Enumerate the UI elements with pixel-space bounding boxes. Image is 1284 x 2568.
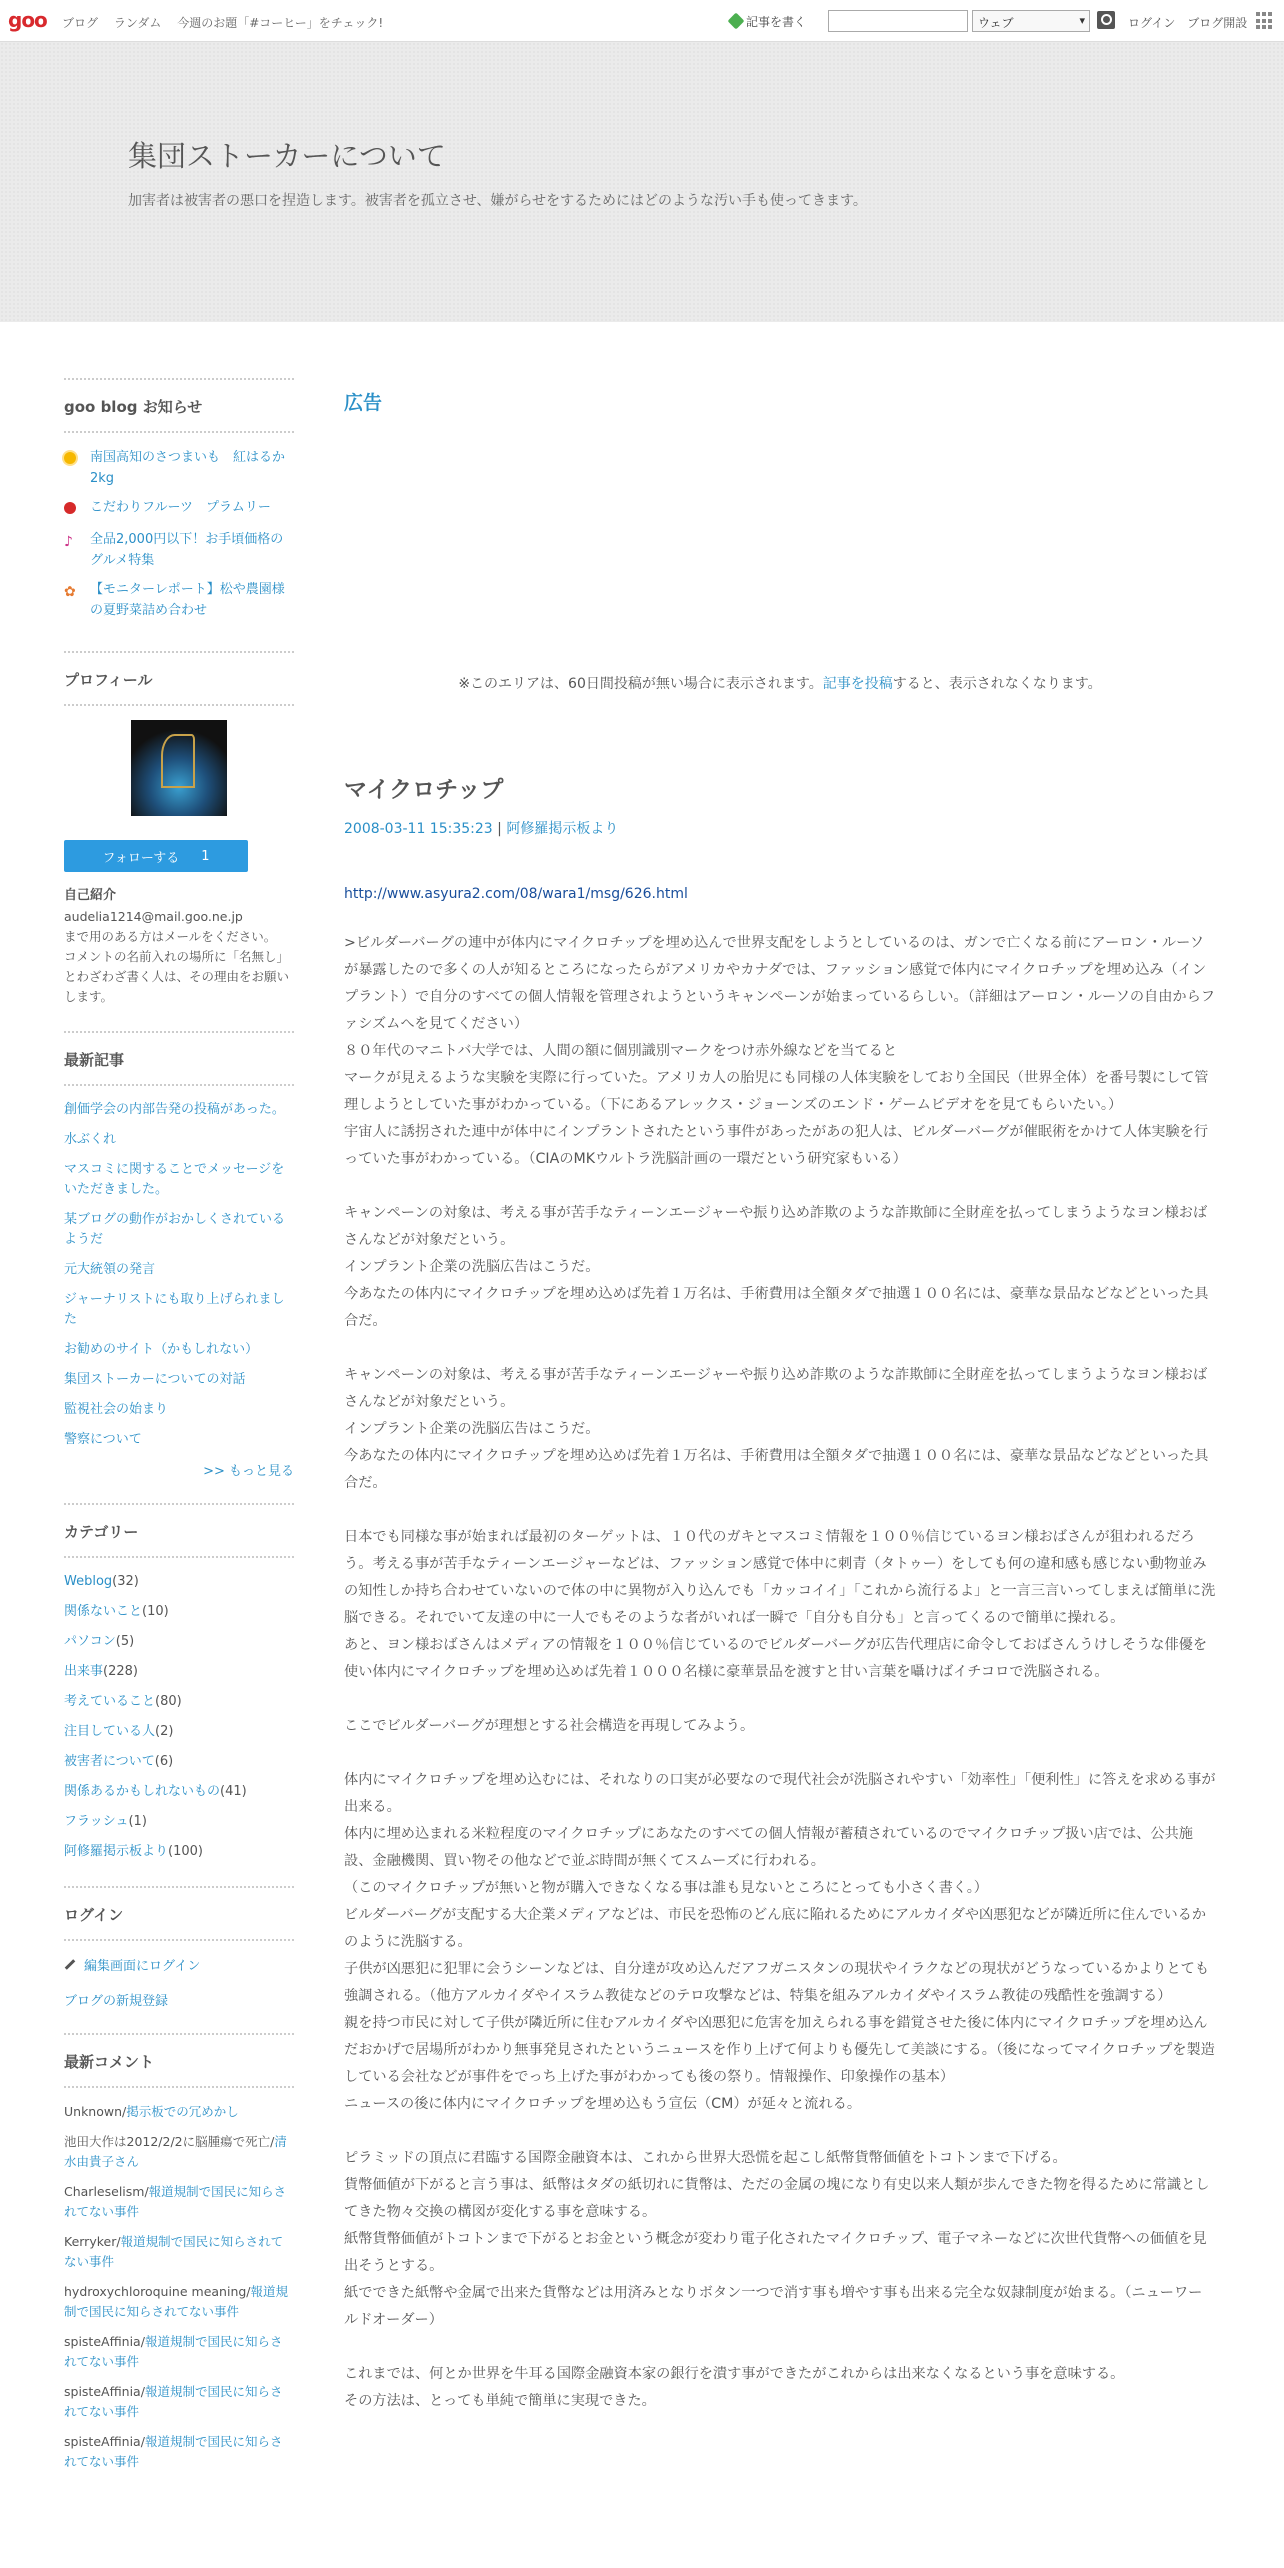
follow-count: 1 — [201, 848, 210, 864]
recent-post-link[interactable]: 某ブログの動作がおかしくされているようだ — [64, 1212, 286, 1247]
source-url-link[interactable]: http://www.asyura2.com/08/wara1/msg/626.html — [344, 886, 688, 902]
post-paragraph: キャンペーンの対象は、考える事が苦手なティーンエージャーや振り込め詐欺のような詐欺師に全財産を払ってしまうようなヨン様おばさんなどが対象だという。 — [344, 1367, 1208, 1410]
recent-post-link[interactable]: 創価学会の内部告発の投稿があった。 — [64, 1102, 285, 1117]
category-link[interactable]: 関係あるかもしれないもの — [64, 1784, 221, 1799]
intro-line: コメントの名前入れの場所に「名無し」とわざわざ書く人は、その理由をお願いします。 — [64, 949, 290, 1004]
write-article-label: 記事を書く — [746, 15, 807, 29]
goo-logo[interactable]: goo — [8, 8, 47, 32]
ad-note — [344, 673, 1216, 693]
main-content — [344, 378, 1216, 2415]
intro-line: まで用のある方はメールをください。 — [64, 929, 277, 944]
category-link[interactable]: 関係ないこと — [64, 1604, 143, 1619]
post-paragraph: インプラント企業の洗脳広告はこうだ。 — [344, 1421, 600, 1437]
comment-post-link[interactable]: 報道規制で国民に知らされてない事件 — [64, 2184, 287, 2219]
category-list — [64, 1572, 294, 1862]
comment-item — [64, 2332, 294, 2372]
post-paragraph: キャンペーンの対象は、考える事が苦手なティーンエージャーや振り込め詐欺のような詐欺師に全財産を払ってしまうようなヨン様おばさんなどが対象だという。 — [344, 1205, 1208, 1248]
post-paragraph: 子供が凶悪犯に犯罪に会うシーンなどは、自分達が攻め込んだアフガニスタンの現状やイラクなどの現状がどうなっているかよりとても強調される。（他方アルカイダやイスラム教徒などのテロ攻撃などは、特集を組みアルカイダやイスラム教徒の残酷性を強調する） — [344, 1961, 1210, 2004]
post-paragraph — [344, 1686, 1216, 1713]
recent-post-link[interactable]: 集団ストーカーについての対話 — [64, 1372, 246, 1387]
post-paragraph — [344, 1335, 1216, 1362]
post-paragraph: （このマイクロチップが無いと物が購入できなくなる事は誰も見ないところにとっても小さく書く。） — [344, 1880, 988, 1896]
post-paragraph: その方法は、とっても単純で簡単に実現できた。 — [344, 2393, 656, 2409]
notice-link[interactable]: 全品2,000円以下！お手頃価格のグルメ特集 — [90, 532, 284, 568]
blog-title[interactable]: 集団ストーカーについて — [128, 139, 446, 173]
top-bar — [0, 0, 1284, 42]
category-item[interactable] — [64, 1692, 294, 1712]
notice-item[interactable] — [64, 447, 294, 489]
nav-random[interactable]: ランダム — [113, 16, 162, 30]
sidebar — [64, 378, 294, 2482]
post-paragraph: ８０年代のマニトバ大学では、人間の額に個別識別マークをつけ赤外線などを当てると — [344, 1043, 898, 1059]
category-item[interactable] — [64, 1632, 294, 1652]
post-paragraph: 親を持つ市民に対して子供が隣近所に住むアルカイダや凶悪犯に危害を加えられる事を錯覚させた後に体内にマイクロチップを埋め込んだおかげで居場所がわかり無事発見されたというニュースを作り上げて何よりも優先して美談にする。（後になってマイクロチップを製造している会社などが事件をでっち上げた事がわかっても後の祭り。情報操作、印象操作の基本） — [344, 2015, 1215, 2085]
write-article-link[interactable] — [730, 13, 806, 30]
post-paragraph: 日本でも同様な事が始まれば最初のターゲットは、１０代のガキとマスコミ情報を１００％信じているヨン様おばさんが狙われるだろう。考える事が苦手なティーンエージャーなどは、ファッション感覚で体中に刺青（タトゥー）をしても何の違和感も感じない動物並みの知性しか持ち合わせていないので体の中に異物が入り込んでも「カッコイイ」「これから流行るよ」と一言三言いってしまえば簡単に洗脳できる。それでいて友達の中に一人でもそのような者がいれば一瞬で「自分も自分も」と言ってくるので簡単に操れる。 — [344, 1529, 1216, 1626]
post-meta — [344, 818, 1216, 838]
category-section — [64, 1503, 294, 1862]
post-paragraph: あと、ヨン様おばさんはメディアの情報を１００％信じているのでビルダーバーグが広告代理店に命令しておばさんうけしそうな俳優を使い体内にマイクロチップを埋め込めば先着１０００名様に豪華景品を渡すと甘い言葉を囁けばイチコロで洗脳される。 — [344, 1637, 1208, 1680]
notice-link[interactable]: 【モニターレポート】松や農園様の夏野菜詰め合わせ — [90, 582, 285, 618]
recent-post-link[interactable]: 警察について — [64, 1432, 142, 1447]
login-title: ログイン — [64, 1904, 294, 1941]
category-link[interactable]: 出来事 — [64, 1664, 104, 1679]
comment-author: hydroxychloroquine meaning/ — [64, 2284, 251, 2299]
category-link[interactable]: 阿修羅掲示板より — [64, 1844, 169, 1859]
category-count: (6) — [154, 1754, 174, 1769]
recent-posts-section — [64, 1031, 294, 1479]
comment-post-link[interactable]: 報道規制で国民に知らされてない事件 — [64, 2384, 283, 2419]
category-link[interactable]: パソコン — [64, 1634, 116, 1649]
notice-item[interactable] — [64, 579, 294, 621]
notice-link[interactable]: 南国高知のさつまいも 紅はるか2kg — [90, 450, 286, 486]
top-links — [1128, 14, 1255, 31]
post-category-link[interactable]: 阿修羅掲示板より — [506, 821, 619, 837]
category-count: (80) — [155, 1694, 182, 1709]
login-section — [64, 1886, 294, 2009]
blog-description: 加害者は被害者の悪口を捏造します。被害者を孤立させ、嫌がらせをするためにはどのような汚い手も使ってきます。 — [128, 193, 867, 209]
meta-separator: | — [492, 821, 507, 837]
post-paragraph: 体内にマイクロチップを埋め込むには、それなりの口実が必要なので現代社会が洗脳されやすい「効率性」「便利性」に答えを求める事が出来る。 — [344, 1772, 1216, 1815]
comment-list — [64, 2102, 294, 2472]
post-article-link[interactable]: 記事を投稿 — [822, 676, 893, 692]
post-paragraph: インプラント企業の洗脳広告はこうだ。 — [344, 1259, 600, 1275]
comment-item — [64, 2382, 294, 2422]
nav-blog[interactable]: ブログ — [62, 16, 99, 30]
profile-title: プロフィール — [64, 669, 294, 706]
post-paragraph: ビルダーバーグが支配する大企業メディアなどは、市民を恐怖のどん底に陥れるためにアルカイダや凶悪犯などが隣近所に住んでいるかのように洗脳する。 — [344, 1907, 1207, 1950]
post-paragraph: 今あなたの体内にマイクロチップを埋め込めば先着１万名は、手術費用は全額タダで抽選１００名には、豪華な景品などなどといった具合だ。 — [344, 1286, 1209, 1329]
ad-note-text: ※このエリアは、60日間投稿が無い場合に表示されます。 — [458, 676, 823, 692]
comment-post-link[interactable]: 報道規制で国民に知らされてない事件 — [64, 2234, 284, 2269]
category-count: (100) — [168, 1844, 203, 1859]
category-count: (2) — [155, 1724, 174, 1739]
post-body — [344, 930, 1216, 2415]
intro-text — [64, 907, 294, 1007]
intro-title: 自己紹介 — [64, 888, 117, 903]
comment-author: spisteAffinia/ — [64, 2434, 145, 2449]
recent-post-link[interactable]: お勧めのサイト（かもしれない） — [64, 1342, 259, 1357]
sun-icon — [64, 452, 76, 464]
comment-author: spisteAffinia/ — [64, 2384, 145, 2399]
apps-grid-icon[interactable] — [1256, 12, 1274, 30]
comment-author: 池田大作は2012/2/2に脳腫瘍で死亡/ — [64, 2134, 275, 2149]
category-item[interactable] — [64, 1812, 294, 1832]
category-link[interactable]: 考えていること — [64, 1694, 156, 1709]
blog-header — [0, 42, 1284, 322]
ad-note-text: すると、表示されなくなります。 — [892, 676, 1102, 692]
comment-author: Kerryker/ — [64, 2234, 121, 2249]
comments-section — [64, 2033, 294, 2472]
category-title: カテゴリー — [64, 1521, 294, 1558]
category-link[interactable]: 被害者について — [64, 1754, 155, 1769]
flower-icon: ✿ — [64, 584, 76, 600]
comment-post-link[interactable]: 清水由貴子さん — [64, 2134, 287, 2169]
comment-post-link[interactable]: 報道規制で国民に知らされてない事件 — [64, 2434, 283, 2469]
recent-post-link[interactable]: ジャーナリストにも取り上げられました — [64, 1292, 285, 1327]
category-count: (228) — [103, 1664, 138, 1679]
post-paragraph — [344, 2334, 1216, 2361]
comment-author: Charleselism/ — [64, 2184, 149, 2199]
comments-title: 最新コメント — [64, 2051, 294, 2088]
comment-item — [64, 2432, 294, 2472]
chevron-down-icon: ▾ — [1079, 14, 1085, 27]
category-item[interactable] — [64, 1602, 294, 1622]
comment-item — [64, 2132, 294, 2172]
category-count: (1) — [128, 1814, 147, 1829]
follow-label: フォローする — [102, 850, 180, 866]
comment-post-link[interactable]: 報道規制で国民に知らされてない事件 — [64, 2284, 289, 2319]
pen-icon — [728, 13, 745, 30]
comment-item — [64, 2232, 294, 2272]
post-title[interactable]: マイクロチップ — [344, 777, 504, 803]
notice-title: goo blog お知らせ — [64, 396, 294, 433]
category-link[interactable]: Weblog — [64, 1574, 113, 1589]
post-paragraph: マークが見えるような実験を実際に行っていた。アメリカ人の胎児にも同様の人体実験をしており全国民（世界全体）を番号製にして管理しようとしていた事がわかっている。（下にあるアレックス・ジョーンズのエンド・ゲームビデオをを見てもらいたい。） — [344, 1070, 1209, 1113]
post-paragraph — [344, 1497, 1216, 1524]
recent-post-link[interactable]: 監視社会の始まり — [64, 1402, 169, 1417]
apple-icon — [64, 502, 76, 514]
profile-section — [64, 651, 294, 1007]
post-paragraph: ピラミッドの頂点に君臨する国際金融資本は、これから世界大恐慌を起こし紙幣貨幣価値をトコトンまで下げる。 — [344, 2150, 1067, 2166]
comment-post-link[interactable]: 報道規制で国民に知らされてない事件 — [64, 2334, 283, 2369]
category-item[interactable] — [64, 1722, 294, 1742]
comment-item — [64, 2282, 294, 2322]
top-nav — [62, 14, 395, 31]
open-blog-link[interactable]: ブログ開設 — [1187, 16, 1248, 30]
category-link[interactable]: 注目している人 — [64, 1724, 156, 1739]
recent-posts-title: 最新記事 — [64, 1049, 294, 1086]
notice-section — [64, 378, 294, 621]
category-item[interactable] — [64, 1572, 294, 1592]
post-date-link[interactable]: 2008-03-11 15:35:23 — [344, 821, 493, 837]
category-count: (41) — [220, 1784, 247, 1799]
intro-line: audelia1214@mail.goo.ne.jp — [64, 909, 243, 924]
recent-post-link[interactable]: 水ぶくれ — [64, 1132, 117, 1147]
search-input[interactable] — [828, 10, 968, 32]
comment-item — [64, 2182, 294, 2222]
ad-title: 広告 — [344, 392, 383, 414]
avatar[interactable] — [131, 720, 227, 816]
search-scope-value: ウェブ — [978, 16, 1014, 30]
post-paragraph: >ビルダーバーグの連中が体内にマイクロチップを埋め込んで世界支配をしようとしているのは、ガンで亡くなる前にアーロン・ルーソが暴露したので多くの人が知るところになったらがアメリカやカナダでは、ファッション感覚で体内にマイクロチップを埋め込み（インプラント）で自分のすべての個人情報を管理されようというキャンペーンが始まっているらしい。（詳細はアーロン・ルーソの自由からファシズムへを見てください） — [344, 935, 1215, 1032]
recent-post-link[interactable]: マスコミに関することでメッセージをいただきました。 — [64, 1162, 285, 1197]
comment-author: Unknown/ — [64, 2104, 127, 2119]
recent-posts-list — [64, 1100, 294, 1450]
comment-post-link[interactable]: 掲示板での冗めかし — [126, 2104, 239, 2119]
post-paragraph — [344, 2118, 1216, 2145]
category-item[interactable] — [64, 1662, 294, 1682]
category-count: (32) — [112, 1574, 139, 1589]
post-paragraph — [344, 1740, 1216, 1767]
login-link[interactable]: ログイン — [1128, 16, 1176, 30]
new-blog-link[interactable]: ブログの新規登録 — [64, 1994, 169, 2009]
post-paragraph: ニュースの後に体内にマイクロチップを埋め込もう宣伝（CM）が延々と流れる。 — [344, 2096, 862, 2112]
category-count: (10) — [142, 1604, 169, 1619]
notice-item[interactable] — [64, 529, 294, 571]
post-paragraph: 紙でできた紙幣や金属で出来た貨幣などは用済みとなりボタン一つで消す事も増やす事も出来る完全な奴隷制度が始まる。（ニューワールドオーダー） — [344, 2285, 1203, 2328]
notice-link[interactable]: こだわりフルーツ プラムリー — [90, 500, 271, 515]
notice-item[interactable] — [64, 497, 294, 521]
follow-button[interactable] — [64, 840, 248, 872]
music-note-icon: ♪ — [64, 534, 73, 550]
post-paragraph: 宇宙人に誘拐された連中が体中にインプラントされたという事件があったがあの犯人は、ビルダーバーグが催眠術をかけて人体実験を行っていた事がわかっている。（CIAのMKウルトラ洗脳計画の一環だという研究家もいる） — [344, 1124, 1209, 1167]
post-paragraph: 貨幣価値が下がると言う事は、紙幣はタダの紙切れに貨幣は、ただの金属の塊になり有史以来人類が歩んできた物を得るために常識としてきた物々交換の構図が変化する事を意味する。 — [344, 2177, 1210, 2220]
category-item[interactable] — [64, 1842, 294, 1862]
post-paragraph: 今あなたの体内にマイクロチップを埋め込めば先着１万名は、手術費用は全額タダで抽選１００名には、豪華な景品などなどといった具合だ。 — [344, 1448, 1209, 1491]
search-button[interactable] — [1097, 11, 1115, 29]
post-paragraph: 紙幣貨幣価値がトコトンまで下がるとお金という概念が変わり電子化されたマイクロチップ、電子マネーなどに次世代貨幣への価値を見出そうとする。 — [344, 2231, 1207, 2274]
nav-weekly-theme[interactable]: 今週のお題「#コーヒー」をチェック! — [177, 16, 384, 30]
edit-login-link[interactable]: 編集画面にログイン — [84, 1959, 201, 1974]
search-scope-select[interactable] — [972, 10, 1090, 32]
pencil-icon — [65, 1959, 76, 1970]
more-link[interactable]: >> もっと見る — [203, 1464, 294, 1479]
post-paragraph: これまでは、何とか世界を牛耳る国際金融資本家の銀行を潰す事ができたがこれからは出来なくなるという事を意味する。 — [344, 2366, 1125, 2382]
category-item[interactable] — [64, 1782, 294, 1802]
post-paragraph: 体内に埋め込まれる米粒程度のマイクロチップにあなたのすべての個人情報が蓄積されているのでマイクロチップ扱い店では、公共施設、金融機関、買い物その他などで並ぶ時間が無くてスムーズに行われる。 — [344, 1826, 1193, 1869]
comment-item — [64, 2102, 294, 2122]
comment-author: spisteAffinia/ — [64, 2334, 145, 2349]
post-paragraph: ここでビルダーバーグが理想とする社会構造を再現してみよう。 — [344, 1718, 755, 1734]
post-paragraph — [344, 1173, 1216, 1200]
category-link[interactable]: フラッシュ — [64, 1814, 129, 1829]
category-count: (5) — [115, 1634, 135, 1649]
category-item[interactable] — [64, 1752, 294, 1772]
recent-post-link[interactable]: 元大統領の発言 — [64, 1262, 156, 1277]
